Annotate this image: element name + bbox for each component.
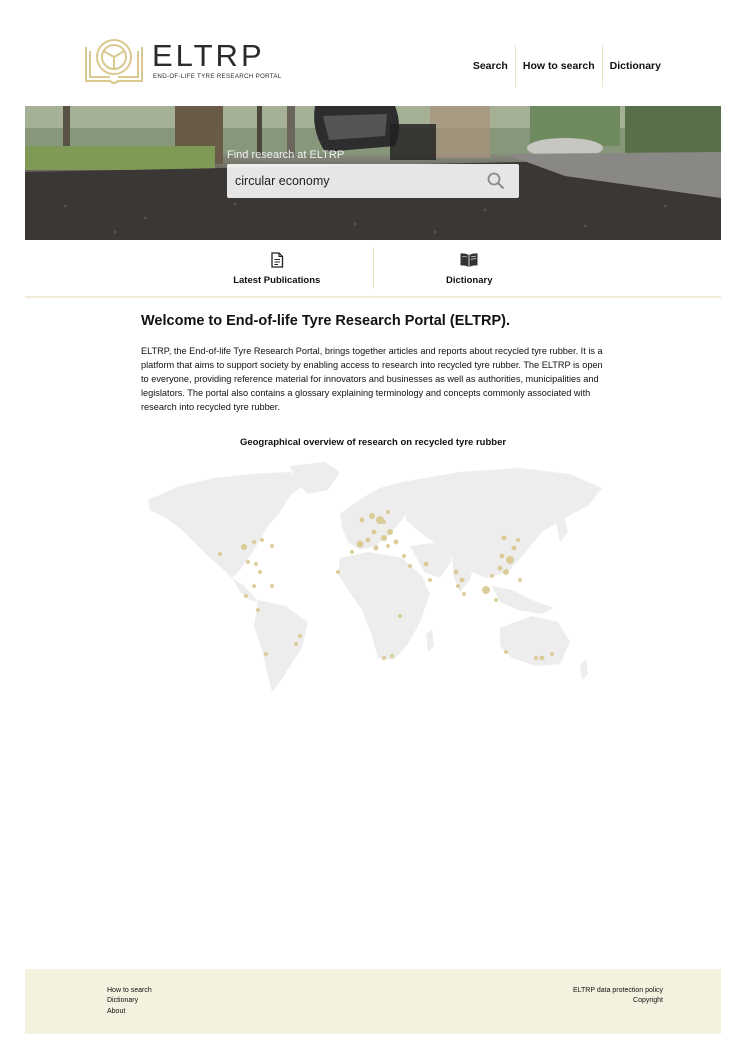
map-dot[interactable] <box>381 535 387 541</box>
map-dot[interactable] <box>394 540 399 545</box>
map-dot[interactable] <box>218 552 222 556</box>
map-dot[interactable] <box>252 540 256 544</box>
search-input[interactable] <box>235 164 475 198</box>
map-dot[interactable] <box>390 654 394 658</box>
map-dot[interactable] <box>369 513 375 519</box>
map-dot[interactable] <box>386 510 390 514</box>
map-dot[interactable] <box>494 598 498 602</box>
map-dot[interactable] <box>270 544 274 548</box>
document-icon <box>269 252 285 268</box>
hero-banner <box>25 106 721 240</box>
quick-links <box>181 247 565 289</box>
footer-link-copyright[interactable]: Copyright <box>633 997 663 1004</box>
main-nav <box>466 45 668 87</box>
site-logo[interactable] <box>82 35 282 87</box>
map-dot[interactable] <box>402 554 406 558</box>
map-dot[interactable] <box>504 650 508 654</box>
map-dot[interactable] <box>490 574 494 578</box>
search-icon[interactable] <box>487 172 505 195</box>
map-dot[interactable] <box>456 584 460 588</box>
map-dot[interactable] <box>382 656 386 660</box>
map-dot[interactable] <box>256 608 260 612</box>
map-dot[interactable] <box>374 546 379 551</box>
map-dot[interactable] <box>298 634 302 638</box>
footer-link-how-to-search[interactable]: How to search <box>107 987 152 994</box>
map-dot[interactable] <box>424 562 429 567</box>
map-dot[interactable] <box>294 642 298 646</box>
world-map[interactable] <box>140 460 610 695</box>
map-dot[interactable] <box>258 570 262 574</box>
site-header <box>0 0 746 105</box>
map-dot[interactable] <box>270 584 274 588</box>
map-dot[interactable] <box>506 556 514 564</box>
map-dot[interactable] <box>366 538 371 543</box>
intro-paragraph: ELTRP, the End-of-life Tyre Research Portal, brings together articles and reports about recycled tyre rubber. It is a platform that aims to support society by enabling access to research into recycled tyre rubber. The ELTRP is open to everyone, providing reference material for innovators and businesses as well as authorities, municipalities and legislators. The portal also contains a glossary explaining terminology and concepts commonly associated with research into recycled tyre rubber. <box>141 346 603 412</box>
map-dot[interactable] <box>244 594 248 598</box>
map-land <box>148 462 602 692</box>
map-dot[interactable] <box>540 656 545 661</box>
map-dot[interactable] <box>460 578 465 583</box>
map-dot[interactable] <box>503 569 509 575</box>
section-divider <box>25 296 721 298</box>
map-dot[interactable] <box>260 538 264 542</box>
map-dot[interactable] <box>518 578 522 582</box>
footer-link-data-protection[interactable]: ELTRP data protection policy <box>572 987 663 994</box>
map-dot[interactable] <box>387 529 393 535</box>
map-dot[interactable] <box>264 652 268 656</box>
footer-link-about[interactable]: About <box>107 1008 126 1015</box>
dictionary-link[interactable] <box>373 247 566 289</box>
map-dot[interactable] <box>512 546 517 551</box>
nav-dictionary[interactable]: Dictionary <box>602 45 668 87</box>
logo-title: ELTRP <box>152 38 265 73</box>
map-dot[interactable] <box>398 614 402 618</box>
map-dot[interactable] <box>357 541 364 548</box>
latest-publications-label: Latest Publications <box>233 275 321 286</box>
dictionary-label: Dictionary <box>446 275 493 286</box>
map-dot[interactable] <box>454 570 459 575</box>
map-dot[interactable] <box>252 584 256 588</box>
latest-publications-link[interactable] <box>181 247 373 289</box>
map-dot[interactable] <box>516 538 520 542</box>
map-dot[interactable] <box>386 544 390 548</box>
map-dot[interactable] <box>500 554 505 559</box>
map-dot[interactable] <box>254 562 258 566</box>
eltrp-logo-icon <box>82 35 146 87</box>
map-dot[interactable] <box>462 592 466 596</box>
map-dot[interactable] <box>498 566 503 571</box>
map-dot[interactable] <box>246 560 250 564</box>
nav-how-to-search[interactable]: How to search <box>515 45 602 87</box>
map-dot[interactable] <box>350 550 354 554</box>
map-dot[interactable] <box>336 570 340 574</box>
map-dot[interactable] <box>482 586 490 594</box>
map-dot[interactable] <box>550 652 554 656</box>
map-dot[interactable] <box>360 518 365 523</box>
map-dot[interactable] <box>241 544 247 550</box>
map-title: Geographical overview of research on recycled tyre rubber <box>239 437 507 448</box>
page-title: Welcome to End-of-life Tyre Research Portal (ELTRP). <box>141 313 511 329</box>
search-box <box>227 164 519 198</box>
map-dot[interactable] <box>372 530 377 535</box>
map-dot[interactable] <box>428 578 432 582</box>
search-label: Find research at ELTRP <box>227 149 345 161</box>
footer-link-dictionary[interactable]: Dictionary <box>107 997 139 1004</box>
map-dot[interactable] <box>534 656 538 660</box>
map-dot[interactable] <box>408 564 412 568</box>
logo-tagline: END-OF-LIFE TYRE RESEARCH PORTAL <box>153 73 282 80</box>
open-book-icon <box>459 252 479 268</box>
map-dot[interactable] <box>382 520 386 524</box>
site-footer <box>25 969 721 1034</box>
map-dot[interactable] <box>502 536 507 541</box>
nav-search[interactable]: Search <box>472 60 508 72</box>
